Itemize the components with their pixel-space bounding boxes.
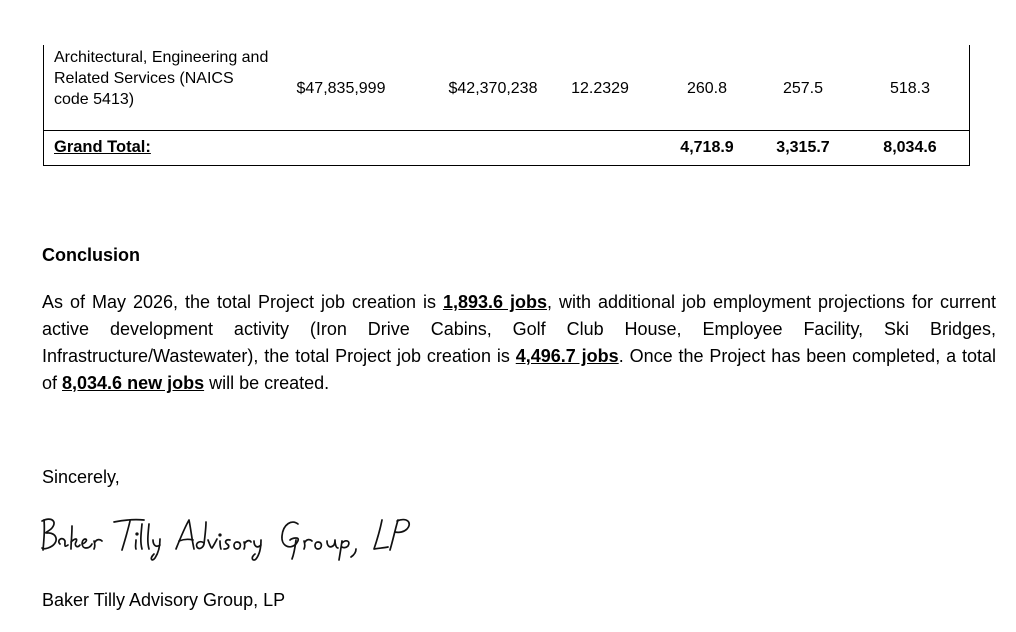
paragraph-text: will be created. (204, 373, 330, 393)
jobs-table (43, 45, 970, 166)
table-cell: 518.3 (889, 80, 931, 97)
conclusion-paragraph (42, 289, 996, 397)
sincerely-text: Sincerely, (42, 467, 120, 487)
grand-total-cell: 4,718.9 (680, 139, 734, 156)
jobs-total-highlight: 8,034.6 new jobs (62, 373, 205, 393)
table-cell: 12.2329 (571, 80, 629, 97)
table-row (44, 45, 969, 131)
table-cell: 257.5 (782, 80, 824, 97)
jobs-active-highlight: 4,496.7 jobs (515, 346, 619, 366)
paragraph-text: . Once the Project has been completed, a total of (42, 346, 996, 393)
table-cell: $42,370,238 (448, 80, 538, 97)
signer-name: Baker Tilly Advisory Group, LP (42, 590, 286, 610)
table-cell: $47,835,999 (296, 80, 386, 97)
paragraph-text: As of May 2026, the total Project job creation is (42, 292, 443, 312)
grand-total-cell: 8,034.6 (883, 139, 937, 156)
grand-total-row (44, 131, 969, 165)
industry-description: Architectural, Engineering and Related Services (NAICS code 5413) (54, 49, 269, 108)
conclusion-heading: Conclusion (42, 245, 140, 265)
table-cell: 260.8 (686, 80, 728, 97)
grand-total-label: Grand Total: (54, 138, 151, 156)
grand-total-cell: 3,315.7 (776, 139, 830, 156)
paragraph-text: , with additional job employment projections for current active development activity (Iron Drive Cabins, Golf Club House, Employee Facility, Ski Bridges, Infrastructure/Wastewater), the total Project job creation is (42, 292, 997, 366)
jobs-current-highlight: 1,893.6 jobs (442, 292, 547, 312)
handwritten-signature (38, 512, 418, 562)
